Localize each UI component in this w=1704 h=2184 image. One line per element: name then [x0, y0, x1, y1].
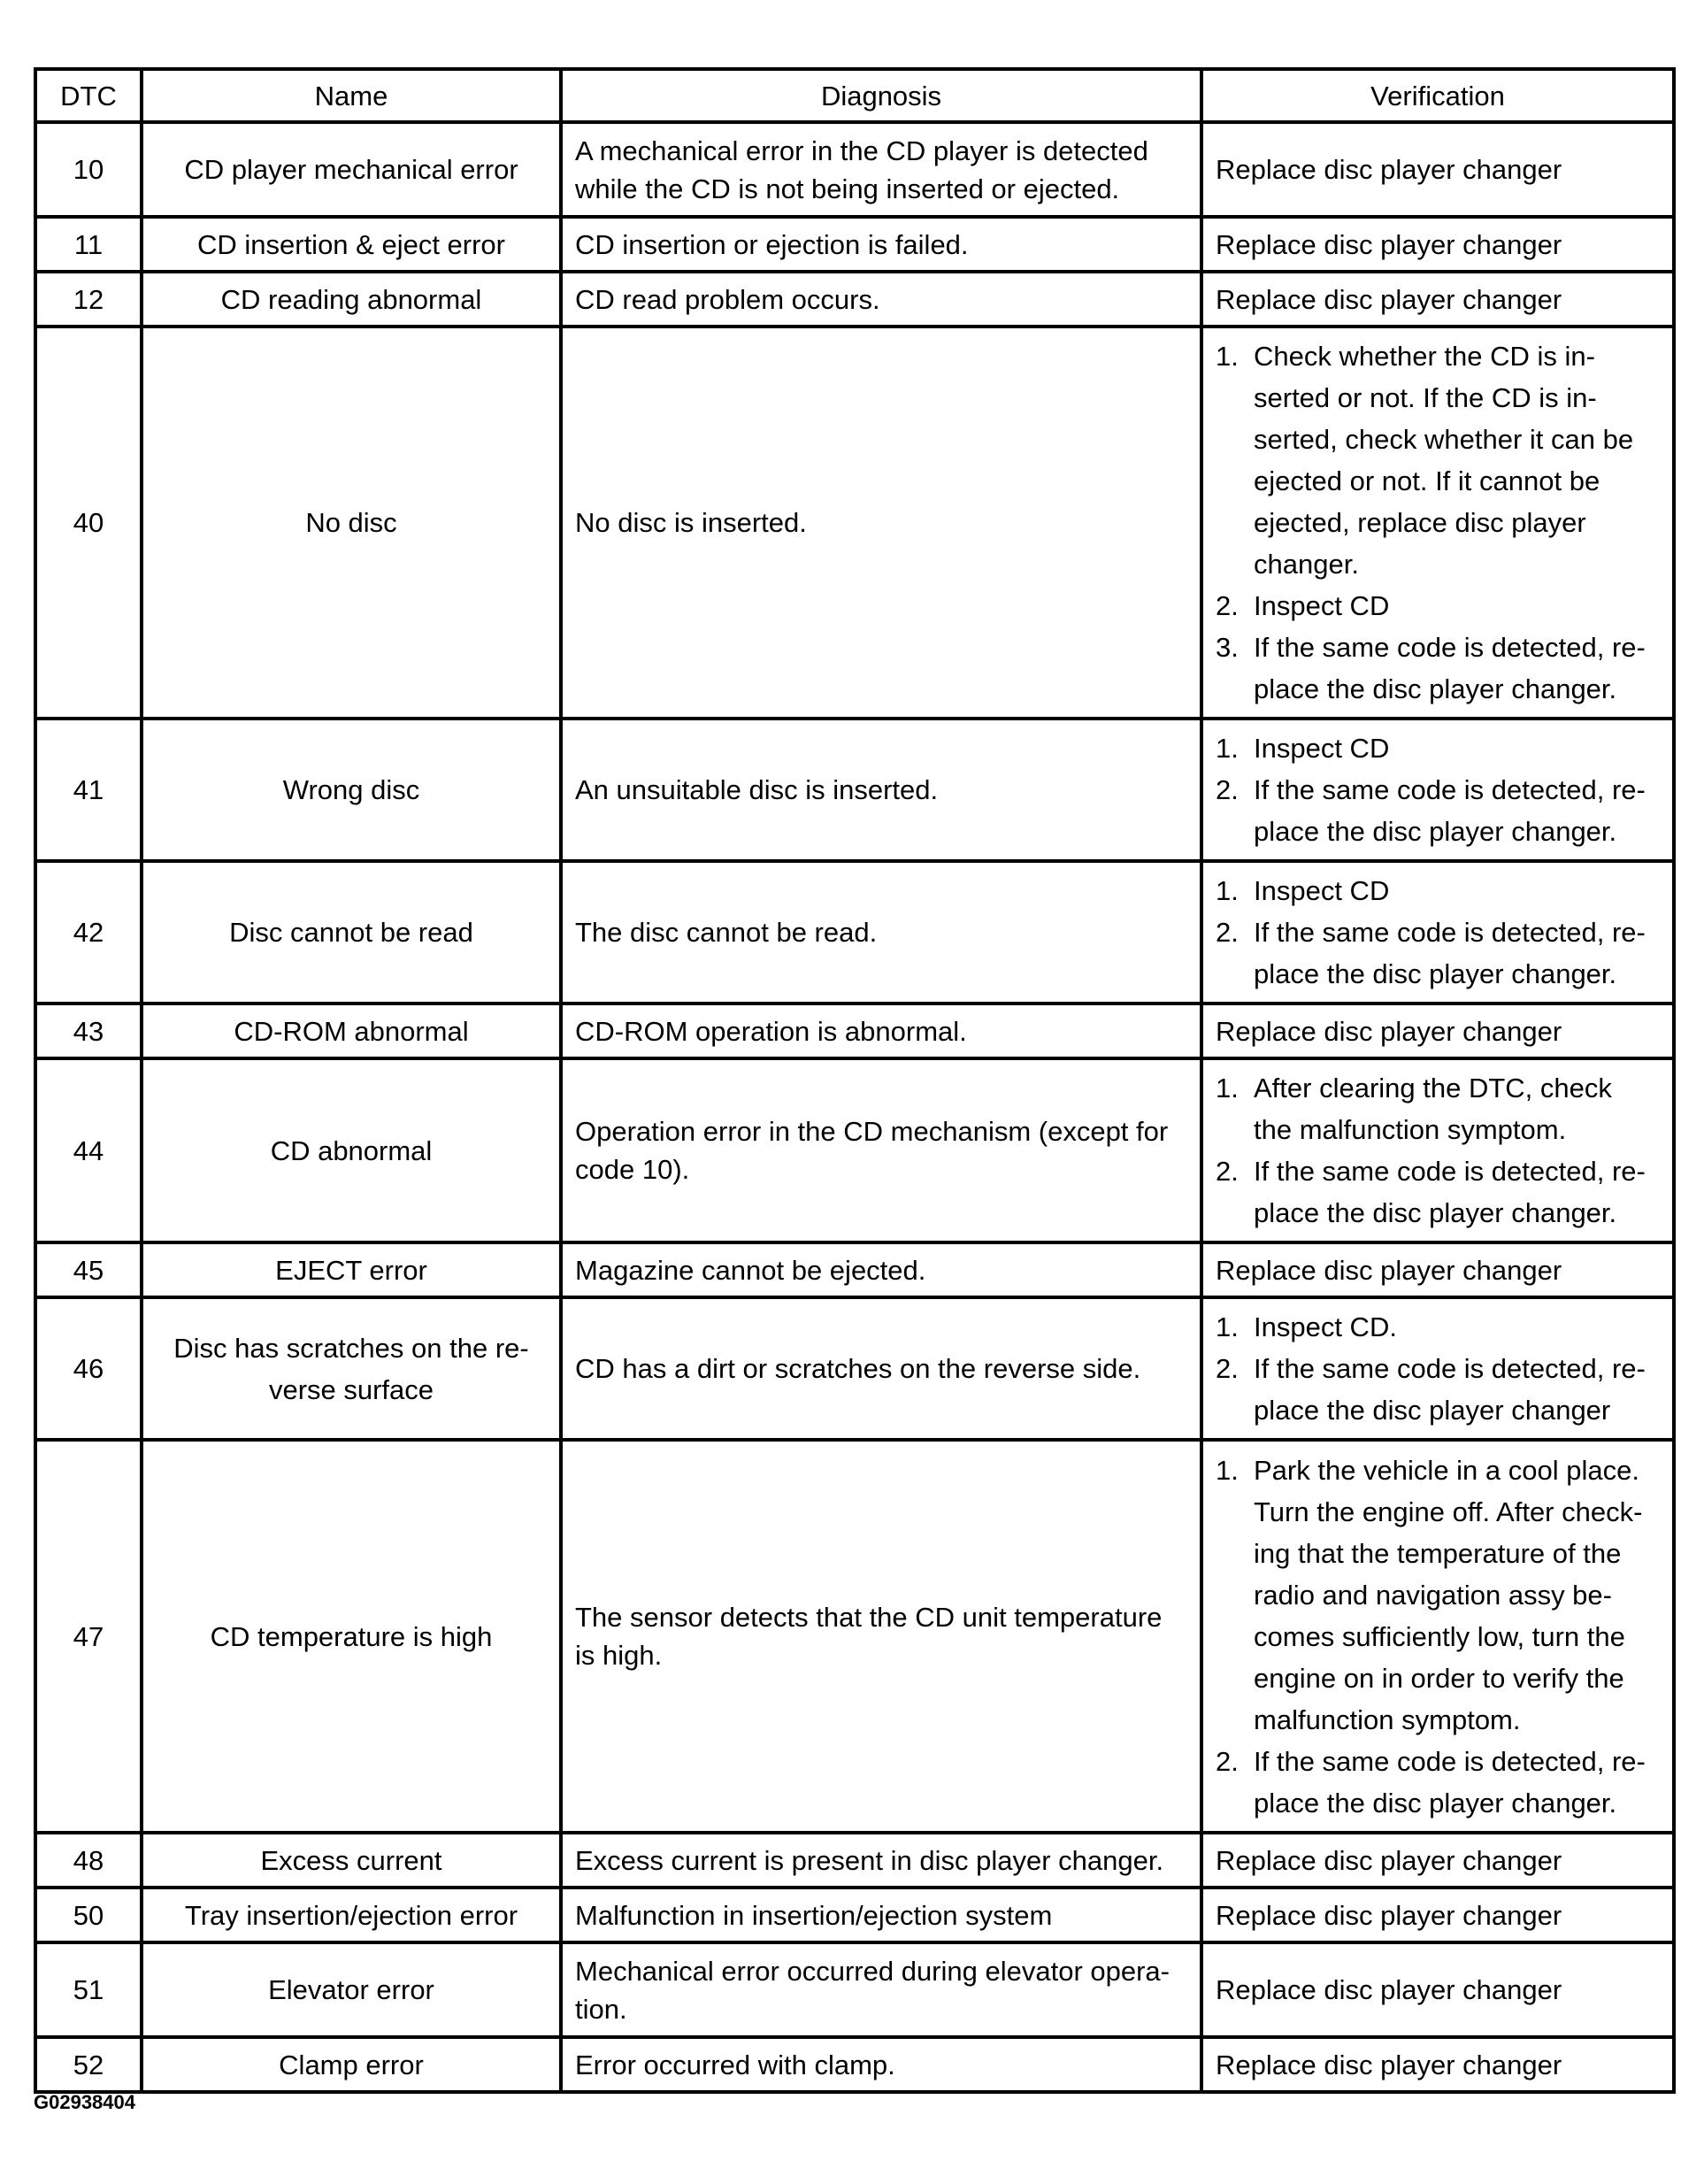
- dtc-diagnosis: Magazine cannot be ejected.: [561, 1242, 1201, 1297]
- dtc-code: 12: [35, 272, 142, 327]
- step-text: Inspect CD: [1254, 733, 1390, 764]
- table-row: [35, 1058, 1674, 1242]
- dtc-name: CD temperature is high: [142, 1440, 561, 1833]
- verification-step: [1216, 727, 1651, 769]
- table-row: [35, 719, 1674, 861]
- dtc-table: [34, 67, 1676, 2094]
- figure-id: G02938404: [34, 2091, 135, 2113]
- step-text: If the same code is detected, re-place the disc player changer.: [1254, 1156, 1646, 1228]
- dtc-code: 45: [35, 1242, 142, 1297]
- dtc-code: 46: [35, 1297, 142, 1440]
- dtc-verification: Replace disc player changer: [1201, 122, 1674, 217]
- dtc-verification: [1201, 327, 1674, 719]
- verification-steps: [1203, 328, 1672, 717]
- step-text: Inspect CD.: [1254, 1311, 1397, 1342]
- step-text: If the same code is detected, re-place the disc player changer.: [1254, 774, 1646, 847]
- table-row: [35, 1888, 1674, 1942]
- dtc-name: Tray insertion/ejection error: [142, 1888, 561, 1942]
- dtc-diagnosis: An unsuitable disc is inserted.: [561, 719, 1201, 861]
- dtc-verification: [1201, 1440, 1674, 1833]
- dtc-verification: [1201, 1058, 1674, 1242]
- step-number: 2.: [1216, 1745, 1239, 1777]
- dtc-name: CD abnormal: [142, 1058, 561, 1242]
- table-row: [35, 122, 1674, 217]
- dtc-verification: [1201, 719, 1674, 861]
- dtc-code: 48: [35, 1833, 142, 1888]
- dtc-diagnosis: Excess current is present in disc player changer.: [561, 1833, 1201, 1888]
- dtc-name: CD player mechanical error: [142, 122, 561, 217]
- dtc-code: 47: [35, 1440, 142, 1833]
- verification-step: [1216, 1067, 1651, 1150]
- dtc-verification: Replace disc player changer: [1201, 1004, 1674, 1058]
- dtc-verification: Replace disc player changer: [1201, 272, 1674, 327]
- step-number: 2.: [1216, 1353, 1239, 1384]
- step-text: Park the vehicle in a cool place. Turn the engine off. After check-ing that the temperature of the radio and navigation assy be-comes sufficiently low, turn the engine on in order to verify the malfunction symptom.: [1254, 1454, 1643, 1735]
- dtc-name: CD insertion & eject error: [142, 217, 561, 272]
- verification-step: [1216, 585, 1651, 627]
- verification-step: [1216, 1450, 1651, 1741]
- dtc-diagnosis: The disc cannot be read.: [561, 861, 1201, 1004]
- table-row: [35, 2037, 1674, 2092]
- step-number: 1.: [1216, 875, 1239, 906]
- verification-steps: [1203, 863, 1672, 1002]
- verification-steps: [1203, 720, 1672, 859]
- table-row: [35, 861, 1674, 1004]
- header-dtc: DTC: [35, 69, 142, 122]
- table-row: [35, 1440, 1674, 1833]
- dtc-verification: Replace disc player changer: [1201, 2037, 1674, 2092]
- verification-step: [1216, 335, 1651, 585]
- step-number: 1.: [1216, 1311, 1239, 1342]
- step-number: 2.: [1216, 917, 1239, 948]
- step-text: Inspect CD: [1254, 590, 1390, 621]
- step-number: 3.: [1216, 632, 1239, 663]
- verification-step: [1216, 1741, 1651, 1824]
- dtc-diagnosis: CD-ROM operation is abnormal.: [561, 1004, 1201, 1058]
- table-row: [35, 1004, 1674, 1058]
- step-text: Inspect CD: [1254, 875, 1390, 906]
- dtc-name: Disc has scratches on the re-verse surface: [142, 1297, 561, 1440]
- dtc-diagnosis: Malfunction in insertion/ejection system: [561, 1888, 1201, 1942]
- step-text: If the same code is detected, re-place the disc player changer.: [1254, 917, 1646, 989]
- step-number: 2.: [1216, 1156, 1239, 1187]
- table-row: [35, 1297, 1674, 1440]
- table-header-row: [35, 69, 1674, 122]
- step-number: 1.: [1216, 1073, 1239, 1104]
- dtc-diagnosis: CD has a dirt or scratches on the reverse side.: [561, 1297, 1201, 1440]
- dtc-code: 51: [35, 1942, 142, 2037]
- dtc-verification: Replace disc player changer: [1201, 1833, 1674, 1888]
- verification-steps: [1203, 1442, 1672, 1831]
- step-text: Check whether the CD is in-serted or not. If the CD is in-serted, check whether it can be ejected or not. If it cannot be ejected, replace disc player changer.: [1254, 341, 1634, 580]
- dtc-diagnosis: Error occurred with clamp.: [561, 2037, 1201, 2092]
- table-row: [35, 1833, 1674, 1888]
- table-row: [35, 1242, 1674, 1297]
- verification-steps: [1203, 1060, 1672, 1241]
- dtc-diagnosis: [561, 122, 1201, 217]
- table-row: [35, 327, 1674, 719]
- dtc-name: CD-ROM abnormal: [142, 1004, 561, 1058]
- dtc-diagnosis: [561, 1058, 1201, 1242]
- dtc-name: Disc cannot be read: [142, 861, 561, 1004]
- verification-step: [1216, 870, 1651, 911]
- dtc-diagnosis-text: The sensor detects that the CD unit temperature is high.: [575, 1602, 1163, 1671]
- dtc-verification: Replace disc player changer: [1201, 1888, 1674, 1942]
- verification-step: [1216, 1348, 1651, 1431]
- dtc-name: EJECT error: [142, 1242, 561, 1297]
- verification-step: [1216, 911, 1651, 995]
- table-row: [35, 1942, 1674, 2037]
- dtc-diagnosis: [561, 1440, 1201, 1833]
- dtc-verification: [1201, 1297, 1674, 1440]
- dtc-diagnosis: No disc is inserted.: [561, 327, 1201, 719]
- dtc-diagnosis-text: A mechanical error in the CD player is detected while the CD is not being inserted or ejected.: [575, 135, 1148, 204]
- step-number: 1.: [1216, 733, 1239, 764]
- table-body: [35, 122, 1674, 2092]
- dtc-code: 43: [35, 1004, 142, 1058]
- verification-step: [1216, 627, 1651, 710]
- dtc-verification: Replace disc player changer: [1201, 1242, 1674, 1297]
- dtc-code: 11: [35, 217, 142, 272]
- dtc-diagnosis: [561, 1942, 1201, 2037]
- dtc-code: 44: [35, 1058, 142, 1242]
- dtc-diagnosis-text: Mechanical error occurred during elevator opera-tion.: [575, 1955, 1170, 2025]
- dtc-name: No disc: [142, 327, 561, 719]
- verification-step: [1216, 1150, 1651, 1234]
- table-row: [35, 272, 1674, 327]
- dtc-name: Elevator error: [142, 1942, 561, 2037]
- dtc-code: 42: [35, 861, 142, 1004]
- dtc-verification: Replace disc player changer: [1201, 217, 1674, 272]
- step-number: 1.: [1216, 341, 1239, 372]
- header-name: Name: [142, 69, 561, 122]
- step-text: After clearing the DTC, check the malfunction symptom.: [1254, 1073, 1612, 1145]
- step-number: 1.: [1216, 1454, 1239, 1486]
- dtc-name: Excess current: [142, 1833, 561, 1888]
- verification-step: [1216, 769, 1651, 852]
- dtc-verification: [1201, 861, 1674, 1004]
- step-number: 2.: [1216, 590, 1239, 621]
- dtc-diagnosis: CD insertion or ejection is failed.: [561, 217, 1201, 272]
- header-diagnosis: Diagnosis: [561, 69, 1201, 122]
- dtc-diagnosis: CD read problem occurs.: [561, 272, 1201, 327]
- dtc-code: 40: [35, 327, 142, 719]
- dtc-name: Wrong disc: [142, 719, 561, 861]
- step-text: If the same code is detected, re-place the disc player changer.: [1254, 1745, 1646, 1819]
- dtc-code: 52: [35, 2037, 142, 2092]
- dtc-code: 50: [35, 1888, 142, 1942]
- dtc-diagnosis-text: Operation error in the CD mechanism (except for code 10).: [575, 1116, 1169, 1185]
- dtc-verification: Replace disc player changer: [1201, 1942, 1674, 2037]
- header-verification: Verification: [1201, 69, 1674, 122]
- step-text: If the same code is detected, re-place the disc player changer.: [1254, 632, 1646, 704]
- dtc-name: CD reading abnormal: [142, 272, 561, 327]
- step-text: If the same code is detected, re-place the disc player changer: [1254, 1353, 1646, 1426]
- dtc-name: Clamp error: [142, 2037, 561, 2092]
- dtc-code: 10: [35, 122, 142, 217]
- verification-step: [1216, 1306, 1651, 1348]
- step-number: 2.: [1216, 774, 1239, 805]
- table-row: [35, 217, 1674, 272]
- dtc-code: 41: [35, 719, 142, 861]
- verification-steps: [1203, 1299, 1672, 1438]
